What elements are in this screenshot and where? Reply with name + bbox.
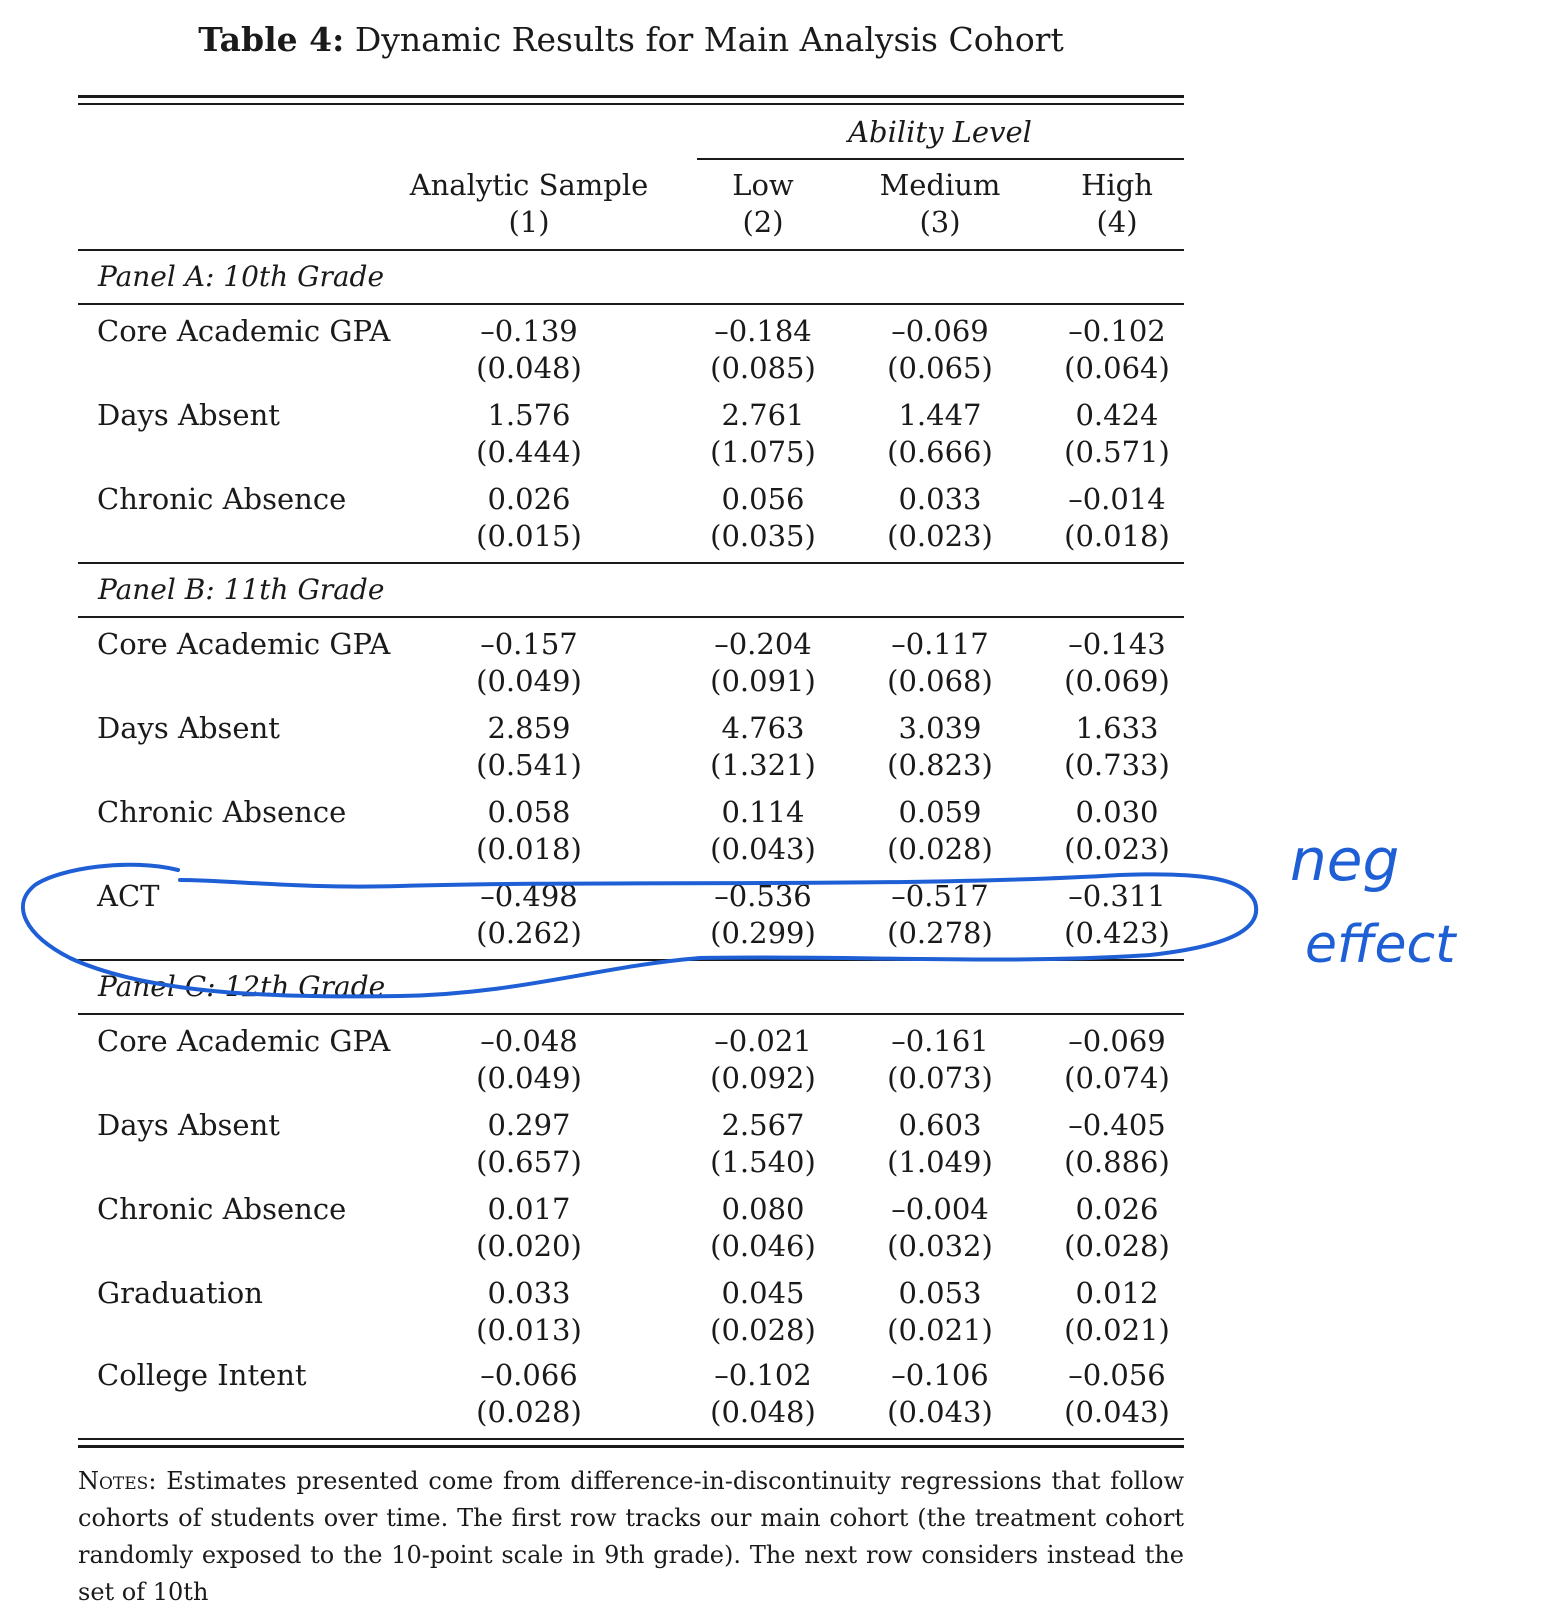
estimate-cell: 0.424: [1075, 398, 1159, 432]
row-label: College Intent: [97, 1358, 307, 1392]
estimate-cell: –0.014: [1068, 482, 1166, 516]
estimate-cell: 0.017: [487, 1192, 571, 1226]
estimate-cell: 1.576: [487, 398, 571, 432]
estimate-cell: –0.066: [480, 1358, 578, 1392]
stderr-cell: (0.444): [476, 435, 582, 469]
estimate-cell: 0.033: [487, 1276, 571, 1310]
estimate-cell: –0.405: [1068, 1108, 1166, 1142]
stderr-cell: (0.541): [476, 748, 582, 782]
stderr-cell: (0.023): [1064, 832, 1170, 866]
stderr-cell: (0.046): [710, 1229, 816, 1263]
stderr-cell: (0.278): [887, 916, 993, 950]
estimate-cell: 1.633: [1075, 711, 1159, 745]
estimate-cell: –0.536: [714, 879, 812, 913]
estimate-cell: 0.012: [1075, 1276, 1159, 1310]
stderr-cell: (0.021): [1064, 1313, 1170, 1347]
stderr-cell: (0.823): [887, 748, 993, 782]
group-header: Ability Level: [848, 115, 1032, 149]
caption-text: Dynamic Results for Main Analysis Cohort: [354, 20, 1064, 59]
stderr-cell: (0.299): [710, 916, 816, 950]
stderr-cell: (0.043): [887, 1395, 993, 1429]
estimate-cell: 0.297: [487, 1108, 571, 1142]
stderr-cell: (0.074): [1064, 1061, 1170, 1095]
row-label: Chronic Absence: [97, 1192, 347, 1226]
estimate-cell: 0.603: [898, 1108, 982, 1142]
stderr-cell: (0.085): [710, 351, 816, 385]
estimate-cell: 0.053: [898, 1276, 982, 1310]
estimate-cell: –0.102: [714, 1358, 812, 1392]
estimate-cell: 1.447: [898, 398, 982, 432]
estimate-cell: 0.026: [487, 482, 571, 516]
stderr-cell: (1.540): [710, 1145, 816, 1179]
stderr-cell: (0.068): [887, 664, 993, 698]
stderr-cell: (0.571): [1064, 435, 1170, 469]
stderr-cell: (0.028): [710, 1313, 816, 1347]
estimate-cell: –0.517: [891, 879, 989, 913]
stderr-cell: (1.321): [710, 748, 816, 782]
stderr-cell: (0.028): [476, 1395, 582, 1429]
stderr-cell: (1.075): [710, 435, 816, 469]
estimate-cell: 0.026: [1075, 1192, 1159, 1226]
stderr-cell: (0.032): [887, 1229, 993, 1263]
stderr-cell: (0.018): [476, 832, 582, 866]
column-header-number: (1): [508, 205, 550, 239]
column-header-name: Medium: [879, 168, 1001, 202]
column-header-number: (3): [919, 205, 961, 239]
estimate-cell: –0.004: [891, 1192, 989, 1226]
estimate-cell: 0.059: [898, 795, 982, 829]
notes-prefix: Notes:: [78, 1467, 157, 1495]
stderr-cell: (0.015): [476, 519, 582, 553]
estimate-cell: 3.039: [898, 711, 982, 745]
estimate-cell: 0.045: [721, 1276, 805, 1310]
stderr-cell: (0.069): [1064, 664, 1170, 698]
column-header-name: High: [1081, 168, 1153, 202]
column-header-number: (4): [1096, 205, 1138, 239]
caption-label: Table 4:: [198, 20, 345, 59]
row-label: Core Academic GPA: [97, 627, 391, 661]
stderr-cell: (0.733): [1064, 748, 1170, 782]
estimate-cell: 0.114: [721, 795, 805, 829]
panel-title: Panel B: 11th Grade: [98, 573, 385, 606]
stderr-cell: (0.091): [710, 664, 816, 698]
estimate-cell: –0.184: [714, 314, 812, 348]
column-header-name: Analytic Sample: [409, 168, 649, 202]
estimate-cell: –0.498: [480, 879, 578, 913]
stderr-cell: (0.023): [887, 519, 993, 553]
stderr-cell: (0.013): [476, 1313, 582, 1347]
stderr-cell: (0.049): [476, 664, 582, 698]
row-label: Days Absent: [97, 398, 280, 432]
estimate-cell: –0.117: [891, 627, 989, 661]
estimate-cell: –0.204: [714, 627, 812, 661]
stderr-cell: (0.043): [1064, 1395, 1170, 1429]
estimate-cell: –0.056: [1068, 1358, 1166, 1392]
annotation-ellipse: [23, 865, 1256, 997]
estimate-cell: –0.106: [891, 1358, 989, 1392]
row-label: Chronic Absence: [97, 795, 347, 829]
column-header-name: Low: [732, 168, 794, 202]
row-label: Graduation: [97, 1276, 263, 1310]
estimate-cell: 4.763: [721, 711, 805, 745]
stderr-cell: (0.886): [1064, 1145, 1170, 1179]
row-label: Core Academic GPA: [97, 1024, 391, 1058]
panel-title: Panel C: 12th Grade: [98, 970, 386, 1003]
stderr-cell: (0.262): [476, 916, 582, 950]
estimate-cell: –0.161: [891, 1024, 989, 1058]
stderr-cell: (0.028): [887, 832, 993, 866]
estimate-cell: –0.102: [1068, 314, 1166, 348]
row-label: ACT: [97, 879, 160, 913]
estimate-cell: –0.157: [480, 627, 578, 661]
estimate-cell: 0.033: [898, 482, 982, 516]
row-label: Days Absent: [97, 711, 280, 745]
panel-title: Panel A: 10th Grade: [98, 260, 385, 293]
estimate-cell: 0.030: [1075, 795, 1159, 829]
row-label: Core Academic GPA: [97, 314, 391, 348]
estimate-cell: –0.048: [480, 1024, 578, 1058]
estimate-cell: 2.567: [721, 1108, 805, 1142]
stderr-cell: (0.065): [887, 351, 993, 385]
stderr-cell: (1.049): [887, 1145, 993, 1179]
stderr-cell: (0.043): [710, 832, 816, 866]
estimate-cell: 2.859: [487, 711, 571, 745]
stderr-cell: (0.092): [710, 1061, 816, 1095]
stderr-cell: (0.064): [1064, 351, 1170, 385]
notes-text: Estimates presented come from difference-in-discontinuity regressions that follow cohorts of students over time. The first row tracks our main cohort (the treatment cohort randomly exposed to the 10-point scale in 9th grade). The next row considers instead the set of 10th: [78, 1467, 1184, 1606]
stderr-cell: (0.028): [1064, 1229, 1170, 1263]
row-label: Chronic Absence: [97, 482, 347, 516]
stderr-cell: (0.049): [476, 1061, 582, 1095]
row-label: Days Absent: [97, 1108, 280, 1142]
estimate-cell: –0.021: [714, 1024, 812, 1058]
stderr-cell: (0.073): [887, 1061, 993, 1095]
estimate-cell: –0.311: [1068, 879, 1166, 913]
annotation-text-neg: neg: [1290, 826, 1400, 894]
column-header-number: (2): [742, 205, 784, 239]
stderr-cell: (0.657): [476, 1145, 582, 1179]
estimate-cell: –0.139: [480, 314, 578, 348]
estimate-cell: 2.761: [721, 398, 805, 432]
estimate-cell: –0.143: [1068, 627, 1166, 661]
estimate-cell: –0.069: [891, 314, 989, 348]
estimate-cell: 0.080: [721, 1192, 805, 1226]
stderr-cell: (0.020): [476, 1229, 582, 1263]
estimate-cell: 0.056: [721, 482, 805, 516]
stderr-cell: (0.423): [1064, 916, 1170, 950]
estimate-cell: –0.069: [1068, 1024, 1166, 1058]
stderr-cell: (0.035): [710, 519, 816, 553]
annotation-text-effect: effect: [1305, 915, 1456, 975]
stderr-cell: (0.666): [887, 435, 993, 469]
stderr-cell: (0.048): [476, 351, 582, 385]
stderr-cell: (0.018): [1064, 519, 1170, 553]
stderr-cell: (0.021): [887, 1313, 993, 1347]
estimate-cell: 0.058: [487, 795, 571, 829]
stderr-cell: (0.048): [710, 1395, 816, 1429]
